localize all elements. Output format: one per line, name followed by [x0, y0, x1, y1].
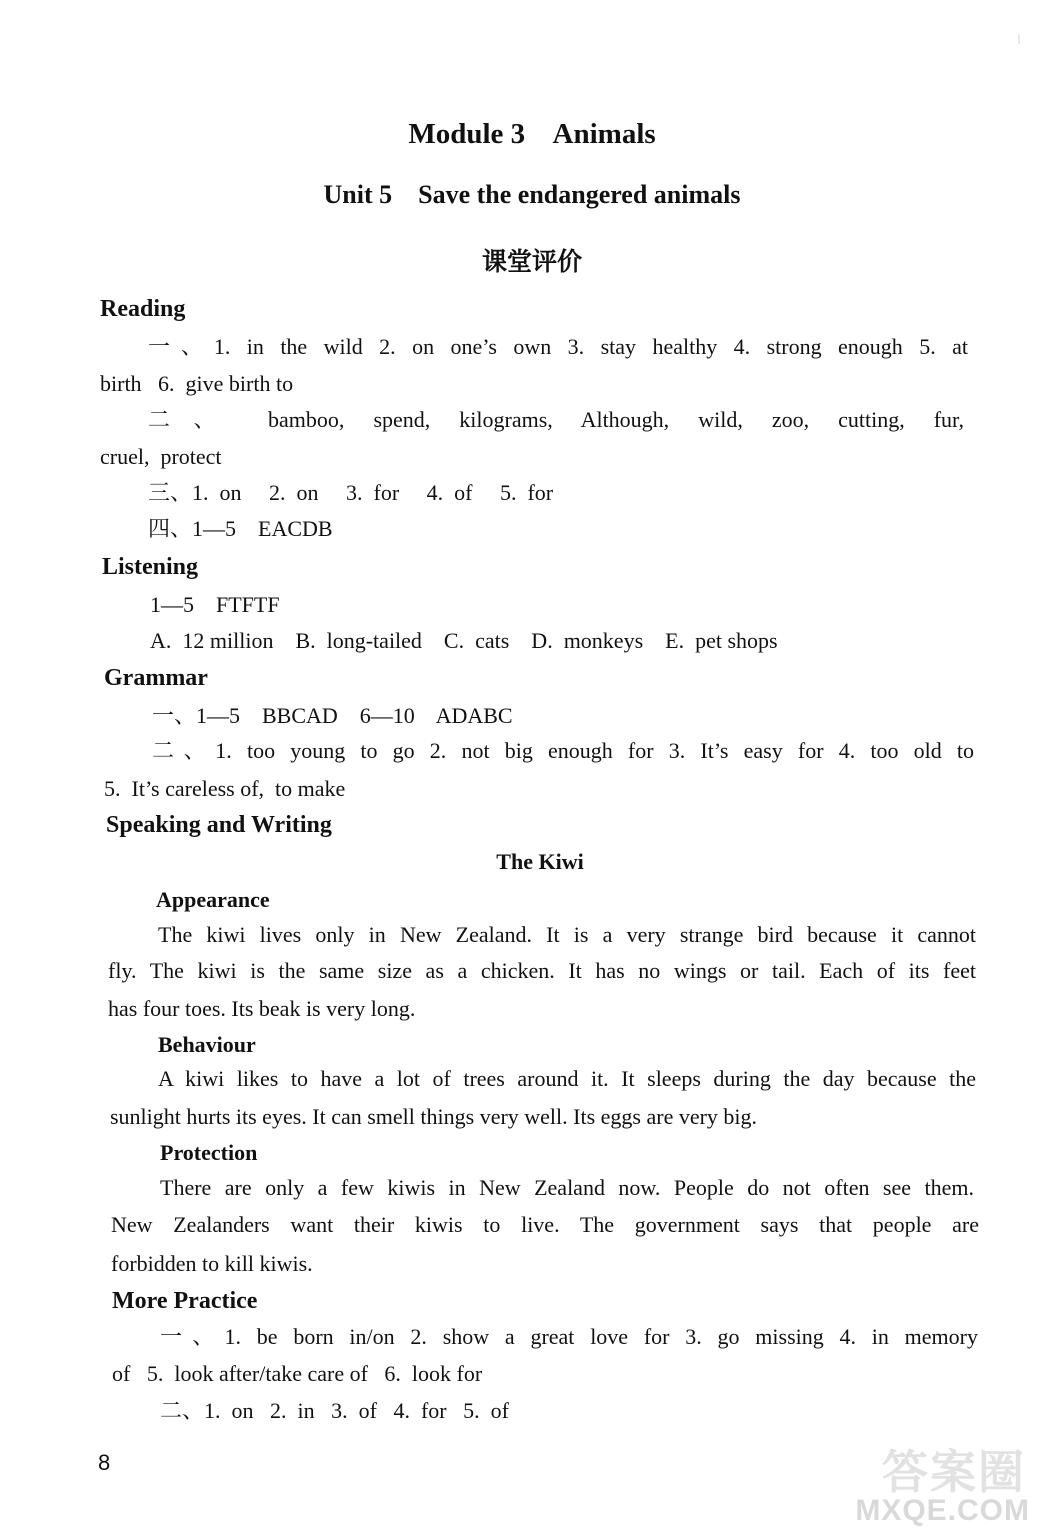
reading-heading: Reading: [100, 296, 186, 322]
appearance-heading: Appearance: [156, 887, 270, 912]
protection-line3: forbidden to kill kiwis.: [111, 1251, 313, 1276]
appearance-line3: has four toes. Its beak is very long.: [108, 996, 416, 1021]
watermark-top-text: 答案圈: [882, 1445, 1026, 1499]
page-number: 8: [98, 1450, 111, 1475]
more-practice-q1-line2: of 5. look after/take care of 6. look for: [112, 1361, 483, 1386]
grammar-q2-line1: 二、1. too young to go 2. not big enough for 3. It’s easy for 4. too old to: [152, 738, 974, 763]
section-title: 课堂评价: [481, 247, 582, 276]
module-title: Module 3 Animals: [408, 118, 656, 150]
unit-title: Unit 5 Save the endangered animals: [323, 180, 741, 209]
more-practice-q2: 二、1. on 2. in 3. of 4. for 5. of: [160, 1398, 509, 1423]
reading-q3: 三、1. on 2. on 3. for 4. of 5. for: [148, 480, 554, 505]
more-practice-heading: More Practice: [112, 1288, 258, 1314]
essay-title: The Kiwi: [496, 849, 584, 874]
watermark-logo: [855, 1436, 1036, 1532]
reading-q1-line2: birth 6. give birth to: [100, 371, 294, 396]
listening-heading: Listening: [102, 554, 199, 580]
grammar-q1: 一、1—5 BBCAD 6—10 ADABC: [152, 703, 513, 728]
speaking-writing-heading: Speaking and Writing: [106, 812, 332, 838]
protection-heading: Protection: [160, 1140, 258, 1165]
reading-q4: 四、1—5 EACDB: [148, 516, 333, 541]
behaviour-line1: A kiwi likes to have a lot of trees around it. It sleeps during the day because the: [158, 1066, 976, 1091]
behaviour-line2: sunlight hurts its eyes. It can smell things very well. Its eggs are very big.: [110, 1104, 758, 1129]
grammar-heading: Grammar: [104, 665, 208, 691]
listening-line2: A. 12 million B. long-tailed C. cats D. monkeys E. pet shops: [150, 628, 778, 653]
scan-mark: [1018, 34, 1020, 44]
appearance-line1: The kiwi lives only in New Zealand. It is a very strange bird because it cannot: [158, 922, 976, 947]
listening-line1: 1—5 FTFTF: [150, 592, 280, 617]
reading-q1-line1: 一、1. in the wild 2. on one’s own 3. stay healthy 4. strong enough 5. at: [148, 334, 968, 359]
watermark-bottom-text: MXQE.COM: [855, 1494, 1030, 1527]
grammar-q2-line2: 5. It’s careless of, to make: [104, 776, 346, 801]
protection-line1: There are only a few kiwis in New Zealand now. People do not often see them.: [160, 1175, 974, 1200]
appearance-line2: fly. The kiwi is the same size as a chicken. It has no wings or tail. Each of its feet: [108, 958, 976, 983]
reading-q2-line2: cruel, protect: [100, 444, 222, 469]
more-practice-q1-line1: 一、1. be born in/on 2. show a great love for 3. go missing 4. in memory: [160, 1324, 978, 1349]
behaviour-heading: Behaviour: [158, 1032, 256, 1057]
protection-line2: New Zealanders want their kiwis to live. The government says that people are: [111, 1212, 979, 1237]
reading-q2-line1: 二、 bamboo, spend, kilograms, Although, wild, zoo, cutting, fur,: [148, 407, 964, 432]
